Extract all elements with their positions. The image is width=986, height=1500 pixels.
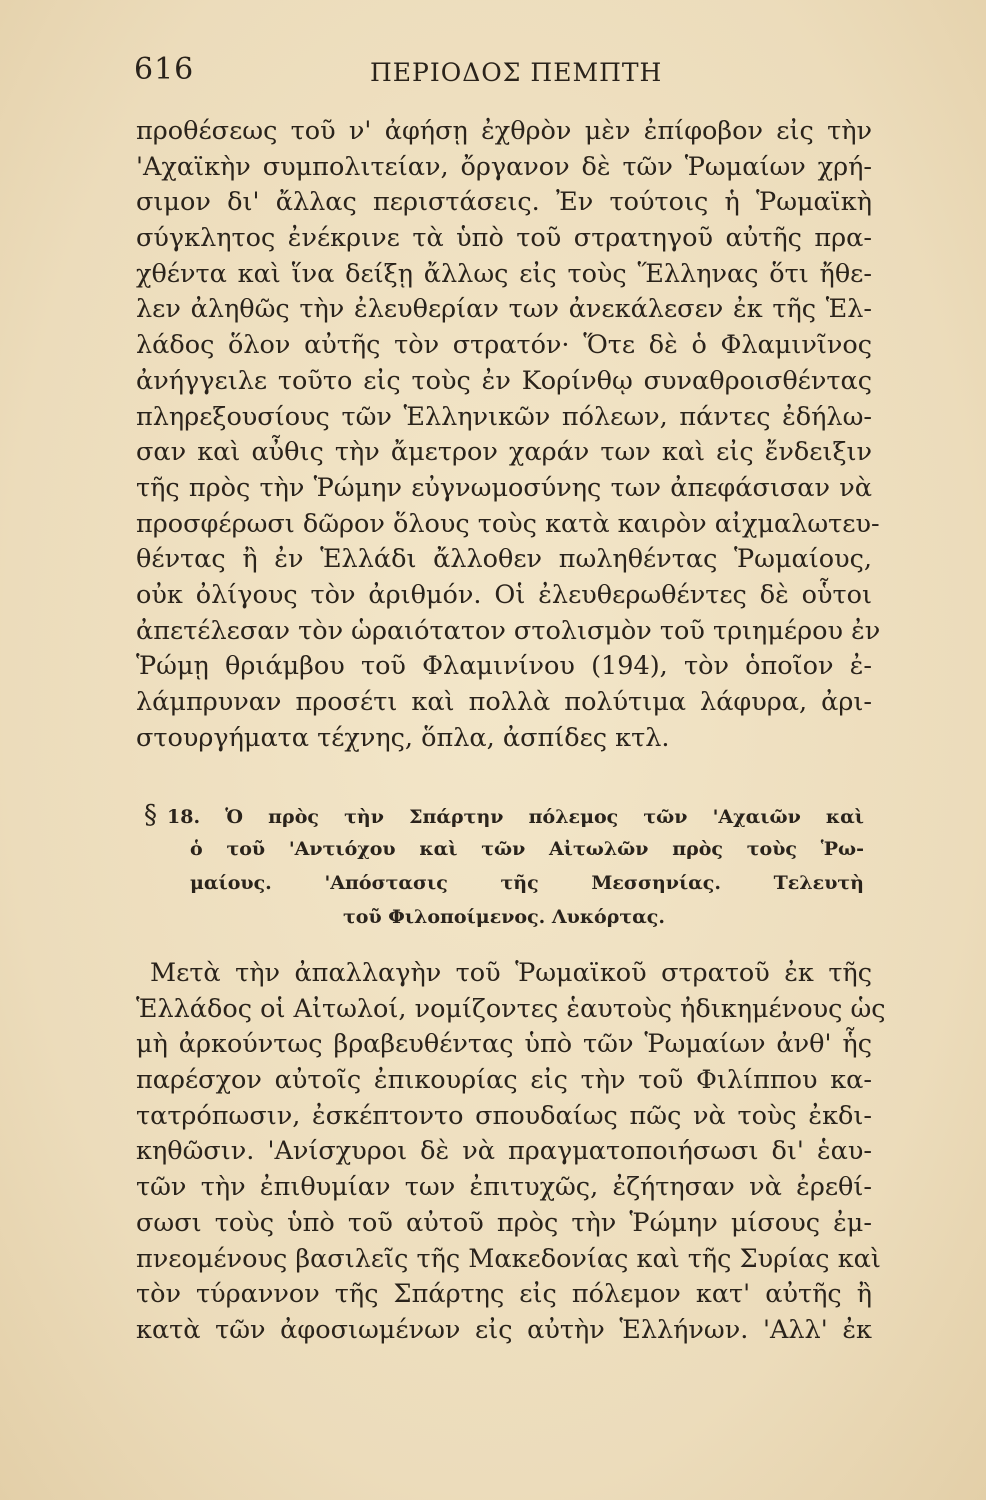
- text-line: προσφέρωσι δῶρον ὅλους τοὺς κατὰ καιρὸν αἰχμαλωτευ-: [136, 508, 880, 539]
- text-line: τὸν τύραννον τῆς Σπάρτης εἰς πόλεμον κατ' αὐτῆς ἢ: [136, 1279, 872, 1310]
- text-line: θέντας ἢ ἐν Ἑλλάδι ἄλλοθεν πωληθέντας Ῥωμαίους,: [136, 544, 872, 575]
- text-line: τῶν τὴν ἐπιθυμίαν των ἐπιτυχῶς, ἐζήτησαν νὰ ἐρεθί-: [136, 1172, 872, 1203]
- text-line: τῆς πρὸς τὴν Ῥώμην εὐγνωμοσύνης των ἀπεφάσισαν νὰ: [136, 472, 872, 503]
- text-line: Ῥώμῃ θριάμβου τοῦ Φλαμινίνου (194), τὸν ὁποῖον ἐ-: [136, 651, 872, 682]
- text-line: πληρεξουσίους τῶν Ἑλληνικῶν πόλεων, πάντες ἐδήλω-: [136, 401, 872, 432]
- text-line: 'Αχαϊκὴν συμπολιτείαν, ὄργανον δὲ τῶν Ῥωμαίων χρή-: [136, 151, 872, 182]
- text-line: τατρόπωσιν, ἐσκέπτοντο σπουδαίως πῶς νὰ τοὺς ἐκδι-: [136, 1100, 872, 1131]
- text-line: χθέντα καὶ ἵνα δείξῃ ἄλλως εἰς τοὺς Ἕλληνας ὅτι ἤθε-: [136, 258, 872, 289]
- text-line: λάμπρυναν προσέτι καὶ πολλὰ πολύτιμα λάφυρα, ἀρι-: [136, 687, 872, 717]
- section-heading: [144, 798, 864, 934]
- text-line: σιμον δι' ἄλλας περιστάσεις. Ἐν τούτοις ἡ Ῥωμαϊκὴ: [136, 187, 872, 218]
- paragraph-continued: [136, 114, 881, 756]
- text-line: προθέσεως τοῦ ν' ἀφήσῃ ἐχθρὸν μὲν ἐπίφοβον εἰς τὴν: [136, 116, 872, 146]
- page-header: [134, 52, 874, 102]
- section-heading-line: ὁ τοῦ 'Αντιόχου καὶ τῶν Αἰτωλῶν πρὸς τοὺς Ῥω-: [190, 838, 864, 860]
- page-number: 616: [134, 52, 195, 87]
- text-line: παρέσχον αὐτοῖς ἐπικουρίας εἰς τὴν τοῦ Φιλίππου κα-: [136, 1065, 872, 1096]
- text-line: Μετὰ τὴν ἀπαλλαγὴν τοῦ Ῥωμαϊκοῦ στρατοῦ ἐκ τῆς: [150, 958, 872, 988]
- section-heading-text: 18. Ὁ πρὸς τὴν Σπάρτην πόλεμος τῶν 'Αχαιῶν καὶ: [167, 806, 864, 828]
- text-line: μὴ ἀρκούντως βραβευθέντας ὑπὸ τῶν Ῥωμαίων ἀνθ' ἧς: [136, 1029, 872, 1060]
- text-line: σαν καὶ αὖθις τὴν ἄμετρον χαράν των καὶ εἰς ἔνδειξιν: [136, 437, 872, 468]
- text-line: κηθῶσιν. 'Ανίσχυροι δὲ νὰ πραγματοποιήσωσι δι' ἑαυ-: [136, 1136, 872, 1167]
- text-line: σύγκλητος ἐνέκρινε τὰ ὑπὸ τοῦ στρατηγοῦ αὐτῆς πρα-: [136, 223, 872, 254]
- text-line: σωσι τοὺς ὑπὸ τοῦ αὐτοῦ πρὸς τὴν Ῥώμην μίσους ἐμ-: [136, 1207, 872, 1238]
- running-head: ΠΕΡΙΟΔΟΣ ΠΕΜΠΤΗ: [370, 58, 663, 87]
- text-line: λεν ἀληθῶς τὴν ἐλευθερίαν των ἀνεκάλεσεν ἐκ τῆς Ἑλ-: [136, 294, 872, 325]
- text-line: οὐκ ὀλίγους τὸν ἀριθμόν. Οἱ ἐλευθερωθέντες δὲ οὗτοι: [136, 579, 872, 610]
- section-mark: §: [144, 800, 157, 830]
- text-line: ἀπετέλεσαν τὸν ὡραιότατον στολισμὸν τοῦ τριημέρου ἐν: [136, 615, 881, 646]
- paragraph: [136, 956, 886, 1349]
- section-heading-line: μαίους. 'Απόστασις τῆς Μεσσηνίας. Τελευτὴ: [190, 872, 864, 894]
- section-heading-line: [144, 798, 864, 832]
- section-heading-line: τοῦ Φιλοποίμενος. Λυκόρτας.: [343, 906, 665, 928]
- text-line: πνεομένους βασιλεῖς τῆς Μακεδονίας καὶ τῆς Συρίας καὶ: [136, 1243, 881, 1274]
- text-line: Ἑλλάδος οἱ Αἰτωλοί, νομίζοντες ἑαυτοὺς ἠδικημένους ὡς: [136, 993, 886, 1024]
- text-line: ἀνήγγειλε τοῦτο εἰς τοὺς ἐν Κορίνθῳ συναθροισθέντας: [136, 365, 872, 396]
- text-line: κατὰ τῶν ἀφοσιωμένων εἰς αὐτὴν Ἑλλήνων. 'Αλλ' ἐκ: [136, 1314, 872, 1345]
- text-line: λάδος ὅλον αὐτῆς τὸν στρατόν· Ὅτε δὲ ὁ Φλαμινῖνος: [136, 330, 872, 361]
- text-line: στουργήματα τέχνης, ὅπλα, ἀσπίδες κτλ.: [136, 722, 670, 753]
